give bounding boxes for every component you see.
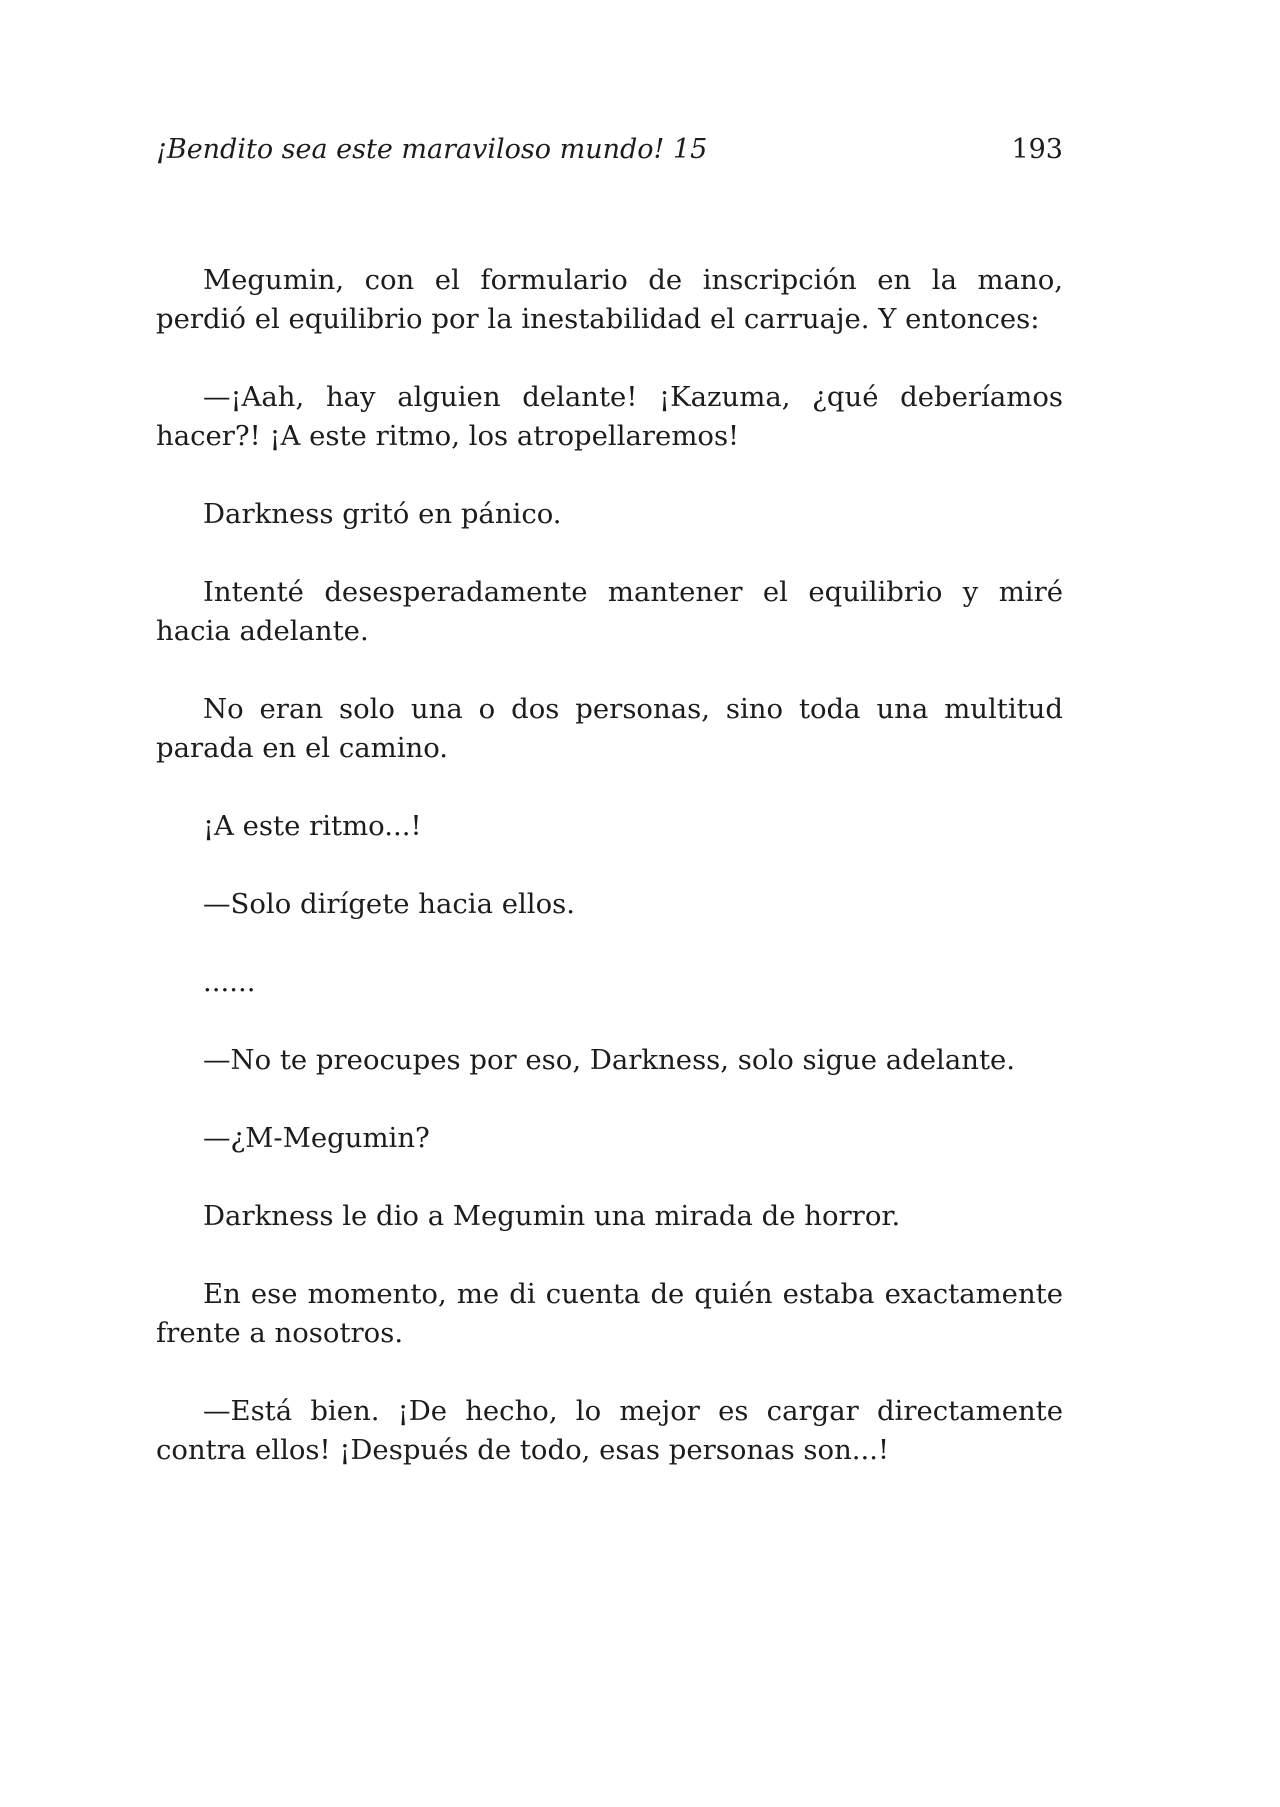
paragraph: ¡A este ritmo...!	[203, 810, 422, 842]
paragraph: No eran solo una o dos personas, sino toda una multitud parada en el camino.	[156, 693, 1063, 764]
page-number: 193	[1011, 134, 1063, 165]
paragraph: Megumin, con el formulario de inscripción en la mano, perdió el equilibrio por la inestabilidad el carruaje. Y entonces:	[156, 264, 1063, 335]
paragraph: ......	[203, 966, 256, 998]
paragraph: En ese momento, me di cuenta de quién estaba exactamente frente a nosotros.	[156, 1278, 1063, 1349]
paragraph: —¿M-Megumin?	[203, 1122, 430, 1154]
running-header	[156, 132, 1063, 168]
paragraph: Darkness gritó en pánico.	[203, 498, 562, 530]
paragraph: —No te preocupes por eso, Darkness, solo sigue adelante.	[203, 1044, 1016, 1076]
body-text	[156, 261, 1063, 1509]
paragraph: Intenté desesperadamente mantener el equilibrio y miré hacia adelante.	[156, 576, 1063, 647]
paragraph: Darkness le dio a Megumin una mirada de horror.	[203, 1200, 901, 1232]
paragraph: —Solo dirígete hacia ellos.	[203, 888, 575, 920]
book-title: ¡Bendito sea este maraviloso mundo! 15	[156, 134, 708, 165]
paragraph: —Está bien. ¡De hecho, lo mejor es cargar directamente contra ellos! ¡Después de todo, esas personas son...!	[156, 1395, 1063, 1466]
book-page	[156, 0, 1063, 1807]
paragraph: —¡Aah, hay alguien delante! ¡Kazuma, ¿qué deberíamos hacer?! ¡A este ritmo, los atropellaremos!	[156, 381, 1063, 452]
